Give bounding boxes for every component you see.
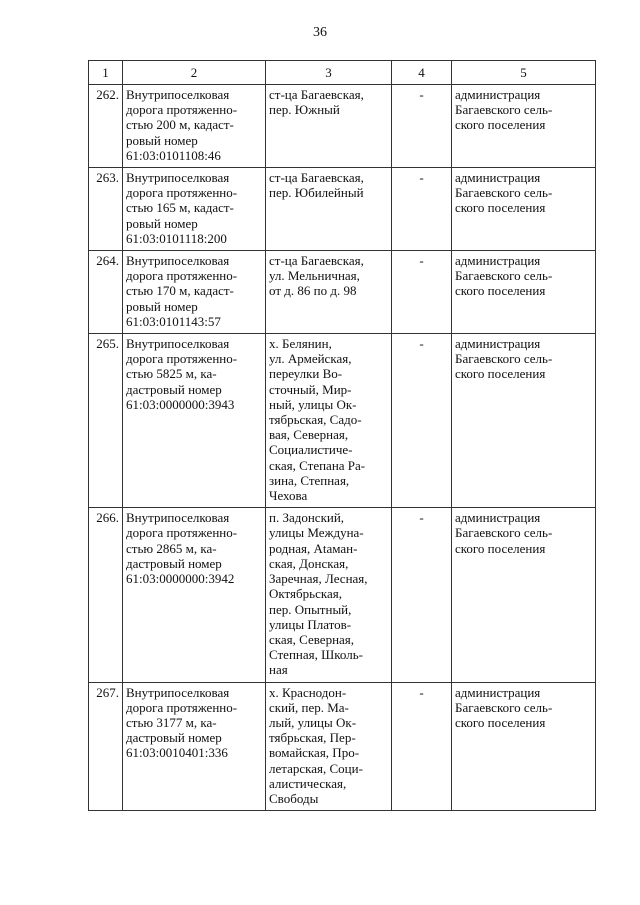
object-name: Внутрипоселковая дорога протяженно- стью 3177 м, ка- дастровый номер 61:03:0010401:336 — [123, 682, 266, 811]
object-area: - — [392, 251, 452, 334]
object-area: - — [392, 508, 452, 682]
object-owner: администрация Багаевского сель- ского поселения — [452, 508, 596, 682]
object-owner: администрация Багаевского сель- ского поселения — [452, 85, 596, 168]
object-name: Внутрипоселковая дорога протяженно- стью 5825 м, ка- дастровый номер 61:03:0000000:3943 — [123, 334, 266, 508]
row-number: 263. — [89, 168, 123, 251]
row-number: 266. — [89, 508, 123, 682]
object-address: ст-ца Багаевская, пер. Южный — [266, 85, 392, 168]
object-address: ст-ца Багаевская, ул. Мельничная, от д. 86 по д. 98 — [266, 251, 392, 334]
row-number: 264. — [89, 251, 123, 334]
row-number: 262. — [89, 85, 123, 168]
table-row — [89, 168, 596, 251]
object-name: Внутрипоселковая дорога протяженно- стью 2865 м, ка- дастровый номер 61:03:0000000:3942 — [123, 508, 266, 682]
object-area: - — [392, 85, 452, 168]
object-area: - — [392, 168, 452, 251]
object-area: - — [392, 334, 452, 508]
row-number: 267. — [89, 682, 123, 811]
object-address: х. Белянин, ул. Армейская, переулки Во- сточный, Мир- ный, улицы Ок- тябрьская, Садо- вая, Северная, Социалистиче- ская, Степана Ра- зина, Степная, Чехова — [266, 334, 392, 508]
header-col-5: 5 — [452, 61, 596, 85]
table-row — [89, 682, 596, 811]
row-number: 265. — [89, 334, 123, 508]
table-body — [89, 85, 596, 811]
table-row — [89, 508, 596, 682]
page-number: 36 — [313, 25, 327, 40]
header-col-2: 2 — [123, 61, 266, 85]
object-address: х. Краснодон- ский, пер. Ма- лый, улицы Ок- тябрьская, Пер- вомайская, Про- летарская, Соци- алистическая, Свободы — [266, 682, 392, 811]
property-registry-table — [88, 60, 596, 811]
object-name: Внутрипоселковая дорога протяженно- стью 200 м, кадаст- ровый номер 61:03:0101108:46 — [123, 85, 266, 168]
object-owner: администрация Багаевского сель- ского поселения — [452, 168, 596, 251]
object-name: Внутрипоселковая дорога протяженно- стью 170 м, кадаст- ровый номер 61:03:0101143:57 — [123, 251, 266, 334]
table-header — [89, 61, 596, 85]
object-owner: администрация Багаевского сель- ского поселения — [452, 251, 596, 334]
object-owner: администрация Багаевского сель- ского поселения — [452, 334, 596, 508]
table-row — [89, 334, 596, 508]
header-col-4: 4 — [392, 61, 452, 85]
object-owner: администрация Багаевского сель- ского поселения — [452, 682, 596, 811]
object-address: п. Задонский, улицы Междуна- родная, Ataман- ская, Донская, Заречная, Лесная, Октябрьская, пер. Опытный, улицы Платов- ская, Северная, Степная, Школь- ная — [266, 508, 392, 682]
header-col-3: 3 — [266, 61, 392, 85]
header-row — [89, 61, 596, 85]
table-row — [89, 251, 596, 334]
table-row — [89, 85, 596, 168]
object-address: ст-ца Багаевская, пер. Юбилейный — [266, 168, 392, 251]
header-col-1: 1 — [89, 61, 123, 85]
object-name: Внутрипоселковая дорога протяженно- стью 165 м, кадаст- ровый номер 61:03:0101118:200 — [123, 168, 266, 251]
object-area: - — [392, 682, 452, 811]
